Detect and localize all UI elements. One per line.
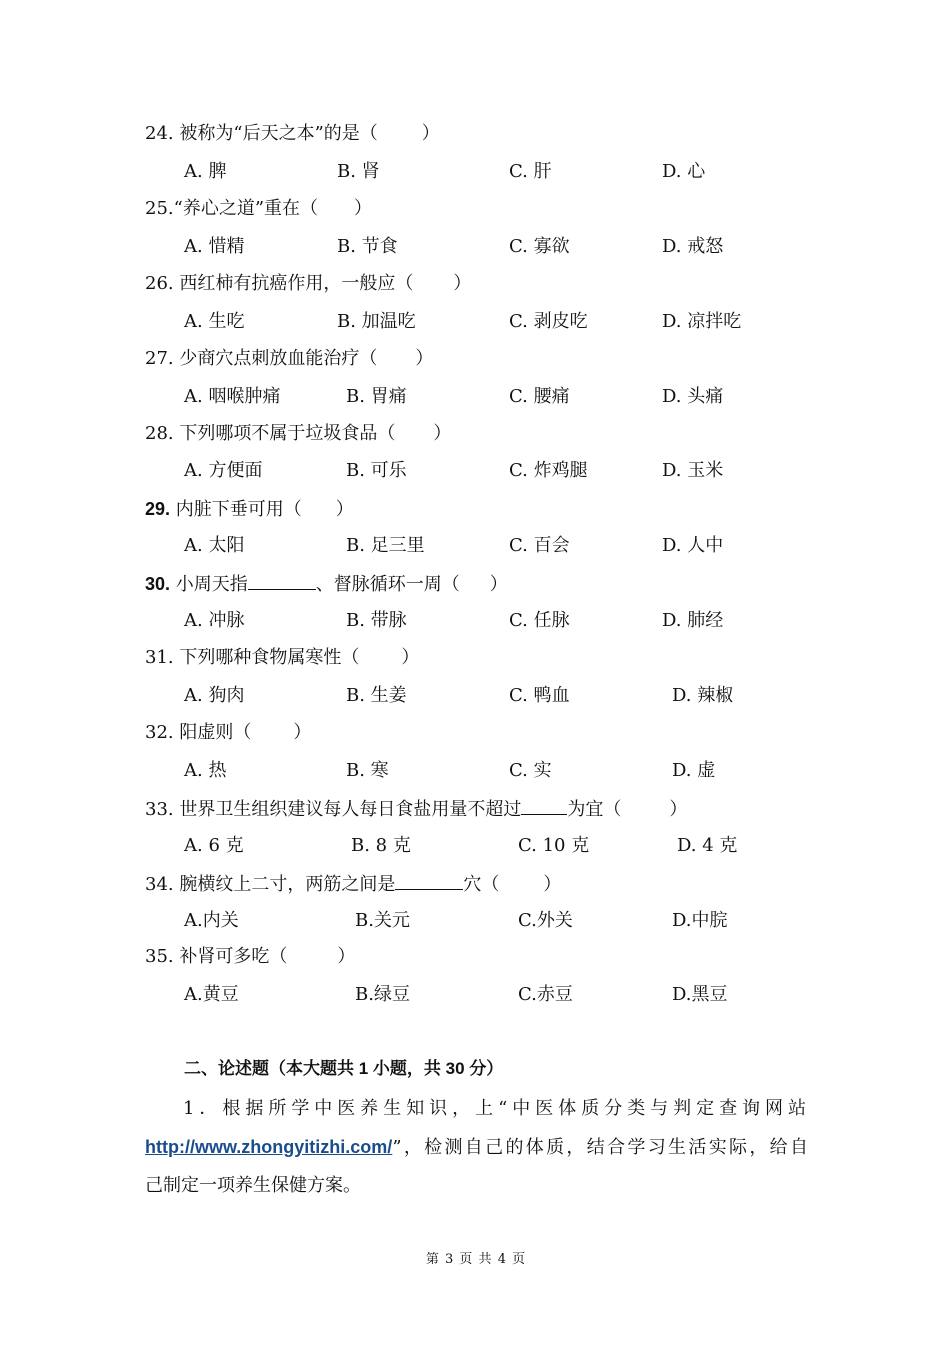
option-a: A. 热	[184, 760, 227, 781]
question-text: 33. 世界卫生组织建议每人每日食盐用量不超过 为宜（ ）	[145, 796, 687, 822]
essay-line-1: 1．根据所学中医养生知识，上“中医体质分类与判定查询网站	[183, 1098, 808, 1119]
option-a: A. 生吃	[184, 311, 245, 332]
option-a: A.内关	[184, 910, 239, 931]
option-a: A. 冲脉	[184, 610, 245, 631]
option-a: A. 狗肉	[184, 685, 245, 706]
option-b: B. 足三里	[346, 535, 425, 556]
answer-blank	[395, 871, 463, 890]
option-d: D. 心	[662, 161, 706, 182]
option-d: D. 玉米	[662, 460, 724, 481]
question-text: 32. 阳虚则（ ）	[145, 722, 312, 743]
option-b: B. 生姜	[346, 685, 407, 706]
option-a: A. 惜精	[184, 236, 245, 257]
option-a: A. 咽喉肿痛	[184, 386, 281, 407]
answer-blank	[248, 571, 316, 590]
option-b: B. 可乐	[346, 460, 407, 481]
option-d: D. 凉拌吃	[662, 311, 742, 332]
option-c: C. 寡欲	[509, 236, 570, 257]
question-text: 28. 下列哪项不属于垃圾食品（ ）	[145, 423, 452, 444]
essay-question	[145, 1090, 808, 1205]
question-text: 27. 少商穴点刺放血能治疗（ ）	[145, 348, 434, 369]
question-text: 26. 西红柿有抗癌作用，一般应（ ）	[145, 273, 472, 294]
option-b: B.绿豆	[355, 984, 410, 1005]
option-a: A.黄豆	[184, 984, 239, 1005]
option-b: B. 节食	[337, 236, 398, 257]
option-d: D.中脘	[672, 910, 728, 931]
question-text: 30. 小周天指 、督脉循环一周（ ）	[145, 571, 508, 597]
option-b: B.关元	[355, 910, 410, 931]
option-b: B. 胃痛	[346, 386, 407, 407]
option-c: C.赤豆	[518, 984, 573, 1005]
option-b: B. 加温吃	[337, 311, 416, 332]
question-text: 34. 腕横纹上二寸，两筋之间是 穴（ ）	[145, 871, 561, 897]
question-text: 25.“养心之道”重在（ ）	[145, 198, 373, 219]
option-d: D. 头痛	[662, 386, 724, 407]
question-text: 24. 被称为“后天之本”的是（ ）	[145, 123, 440, 144]
option-d: D. 肺经	[662, 610, 724, 631]
option-c: C.外关	[518, 910, 573, 931]
question-text: 29. 内脏下垂可用（ ）	[145, 499, 354, 520]
option-c: C. 百会	[509, 535, 570, 556]
option-a: A. 脾	[184, 161, 227, 182]
option-b: B. 肾	[337, 161, 380, 182]
option-c: C. 鸭血	[509, 685, 570, 706]
answer-blank	[521, 796, 567, 815]
page-number: 第 3 页 共 4 页	[425, 1252, 527, 1267]
option-a: A. 太阳	[184, 535, 245, 556]
section-title: 二、论述题（本大题共 1 小题，共 30 分）	[184, 1059, 504, 1078]
option-d: D. 虚	[672, 760, 716, 781]
question-text: 31. 下列哪种食物属寒性（ ）	[145, 647, 420, 668]
essay-line-3: 己制定一项养生保健方案。	[145, 1175, 361, 1196]
option-d: D.黑豆	[672, 984, 728, 1005]
option-d: D. 4 克	[677, 835, 738, 856]
option-c: C. 实	[509, 760, 552, 781]
option-b: B. 带脉	[346, 610, 407, 631]
essay-line-2: http://www.zhongyitizhi.com/”，检测自己的体质，结合学习生活实际，给自	[145, 1137, 808, 1158]
option-c: C. 剥皮吃	[509, 311, 588, 332]
option-c: C. 10 克	[518, 835, 590, 856]
option-a: A. 方便面	[184, 460, 263, 481]
option-b: B. 寒	[346, 760, 389, 781]
question-text: 35. 补肾可多吃（ ）	[145, 946, 356, 967]
option-c: C. 任脉	[509, 610, 570, 631]
option-c: C. 腰痛	[509, 386, 570, 407]
website-link[interactable]: http://www.zhongyitizhi.com/	[145, 1137, 393, 1157]
option-c: C. 炸鸡腿	[509, 460, 588, 481]
option-a: A. 6 克	[184, 835, 244, 856]
option-d: D. 人中	[662, 535, 724, 556]
option-d: D. 戒怒	[662, 236, 724, 257]
option-b: B. 8 克	[351, 835, 411, 856]
option-c: C. 肝	[509, 161, 552, 182]
option-d: D. 辣椒	[672, 685, 734, 706]
